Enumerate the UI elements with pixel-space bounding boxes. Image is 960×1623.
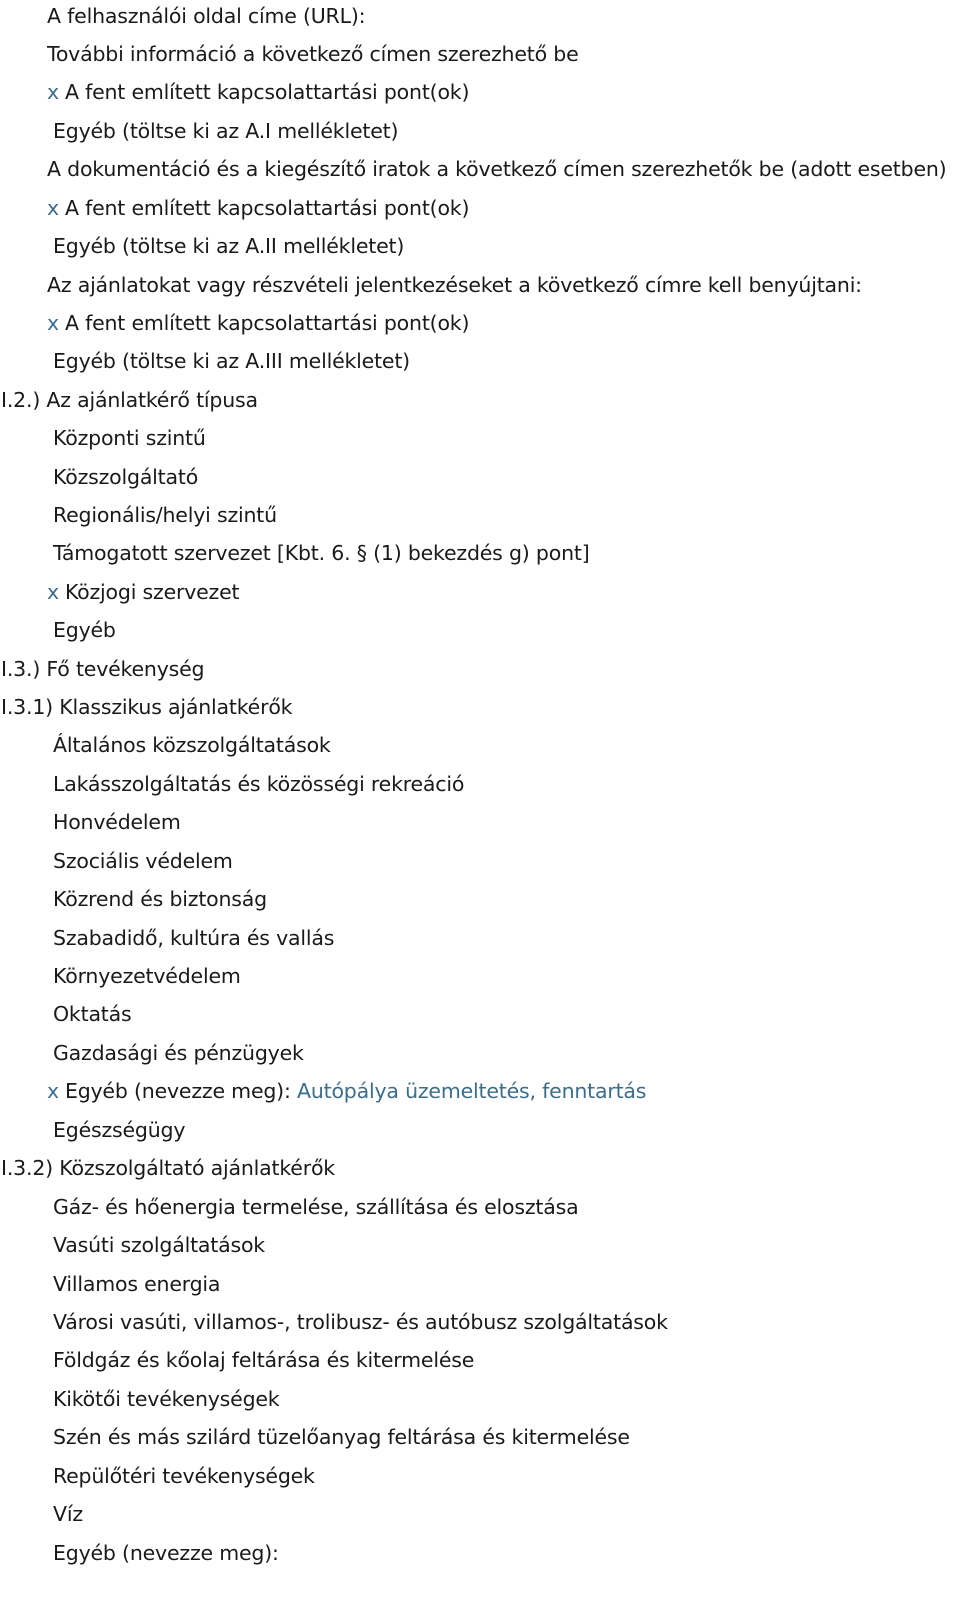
line-text: A fent említett kapcsolattartási pont(ok) — [64, 80, 470, 104]
option-line — [53, 802, 181, 842]
line-text: Gazdasági és pénzügyek — [53, 1041, 304, 1065]
option-line — [53, 1264, 220, 1304]
option-line — [53, 495, 277, 535]
text-line — [47, 34, 579, 74]
line-text: Egyéb (töltse ki az A.III mellékletet) — [53, 349, 410, 373]
line-text: Egyéb (töltse ki az A.II mellékletet) — [53, 234, 405, 258]
line-text: Közrend és biztonság — [53, 887, 267, 911]
line-text: Földgáz és kőolaj feltárása és kitermelése — [53, 1348, 475, 1372]
line-text: Egészségügy — [53, 1118, 186, 1142]
line-text: Egyéb — [53, 618, 116, 642]
line-text: I.2.) Az ajánlatkérő típusa — [1, 388, 258, 412]
line-text: Egyéb (nevezze meg): — [64, 1079, 297, 1103]
line-text: Egyéb (nevezze meg): — [53, 1541, 279, 1565]
section-heading — [1, 380, 258, 420]
line-text: Honvédelem — [53, 810, 181, 834]
option-line — [53, 956, 241, 996]
x-check-mark: x — [47, 1079, 59, 1103]
line-text: A dokumentáció és a kiegészítő iratok a következő címen szerezhetők be (adott esetben) — [47, 157, 947, 181]
line-text: Szociális védelem — [53, 849, 233, 873]
option-line — [53, 1533, 279, 1573]
option-line — [53, 1379, 279, 1419]
option-line — [53, 418, 206, 458]
line-text: Víz — [53, 1502, 83, 1526]
option-line — [53, 918, 334, 958]
option-line — [53, 879, 267, 919]
text-line — [47, 265, 862, 305]
line-text: Villamos energia — [53, 1272, 221, 1296]
option-line — [53, 1340, 474, 1380]
option-line — [53, 1110, 185, 1150]
option-line — [53, 341, 410, 381]
option-line — [53, 994, 132, 1034]
line-text: Egyéb (töltse ki az A.I mellékletet) — [53, 119, 399, 143]
x-check-mark: x — [47, 196, 59, 220]
line-text: I.3.) Fő tevékenység — [1, 657, 205, 681]
text-line — [47, 149, 946, 189]
option-line — [53, 457, 198, 497]
line-text: Kikötői tevékenységek — [53, 1387, 280, 1411]
line-text: Környezetvédelem — [53, 964, 241, 988]
checked-option — [47, 303, 469, 343]
x-check-mark: x — [47, 580, 59, 604]
line-text: I.3.2) Közszolgáltató ajánlatkérők — [1, 1156, 335, 1180]
option-line — [53, 841, 233, 881]
line-text: Szabadidő, kultúra és vallás — [53, 926, 335, 950]
line-text: A felhasználói oldal címe (URL): — [47, 4, 366, 28]
line-text: Szén és más szilárd tüzelőanyag feltárása és kitermelése — [53, 1425, 630, 1449]
section-heading — [1, 1148, 335, 1188]
text-line — [47, 0, 365, 36]
checked-option — [47, 572, 239, 612]
line-text: Támogatott szervezet [Kbt. 6. § (1) bekezdés g) pont] — [53, 541, 590, 565]
filled-value: Autópálya üzemeltetés, fenntartás — [297, 1079, 647, 1103]
checked-option — [47, 1071, 646, 1111]
line-text: További információ a következő címen szerezhető be — [47, 42, 579, 66]
line-text: A fent említett kapcsolattartási pont(ok) — [64, 311, 470, 335]
line-text: Gáz- és hőenergia termelése, szállítása és elosztása — [53, 1195, 579, 1219]
option-line — [53, 1225, 265, 1265]
option-line — [53, 111, 398, 151]
x-check-mark: x — [47, 311, 59, 335]
section-heading — [1, 687, 292, 727]
option-line — [53, 610, 116, 650]
line-text: Repülőtéri tevékenységek — [53, 1464, 315, 1488]
option-line — [53, 1033, 304, 1073]
line-text: I.3.1) Klasszikus ajánlatkérők — [1, 695, 293, 719]
option-line — [53, 1417, 630, 1457]
line-text: Közszolgáltató — [53, 465, 199, 489]
option-line — [53, 533, 590, 573]
line-text: Közjogi szervezet — [64, 580, 240, 604]
option-line — [53, 764, 464, 804]
option-line — [53, 1302, 668, 1342]
line-text: Általános közszolgáltatások — [53, 733, 331, 757]
section-heading — [1, 649, 204, 689]
line-text: Lakásszolgáltatás és közösségi rekreáció — [53, 772, 465, 796]
line-text: Regionális/helyi szintű — [53, 503, 277, 527]
option-line — [53, 725, 331, 765]
line-text: Központi szintű — [53, 426, 206, 450]
line-text: Vasúti szolgáltatások — [53, 1233, 265, 1257]
line-text: Oktatás — [53, 1002, 132, 1026]
line-text: Az ajánlatokat vagy részvételi jelentkezéseket a következő címre kell benyújtani: — [47, 273, 862, 297]
option-line — [53, 1456, 315, 1496]
option-line — [53, 1494, 83, 1534]
checked-option — [47, 72, 469, 112]
option-line — [53, 1187, 578, 1227]
option-line — [53, 226, 404, 266]
line-text: Városi vasúti, villamos-, trolibusz- és autóbusz szolgáltatások — [53, 1310, 668, 1334]
x-check-mark: x — [47, 80, 59, 104]
checked-option — [47, 188, 469, 228]
line-text: A fent említett kapcsolattartási pont(ok) — [64, 196, 470, 220]
